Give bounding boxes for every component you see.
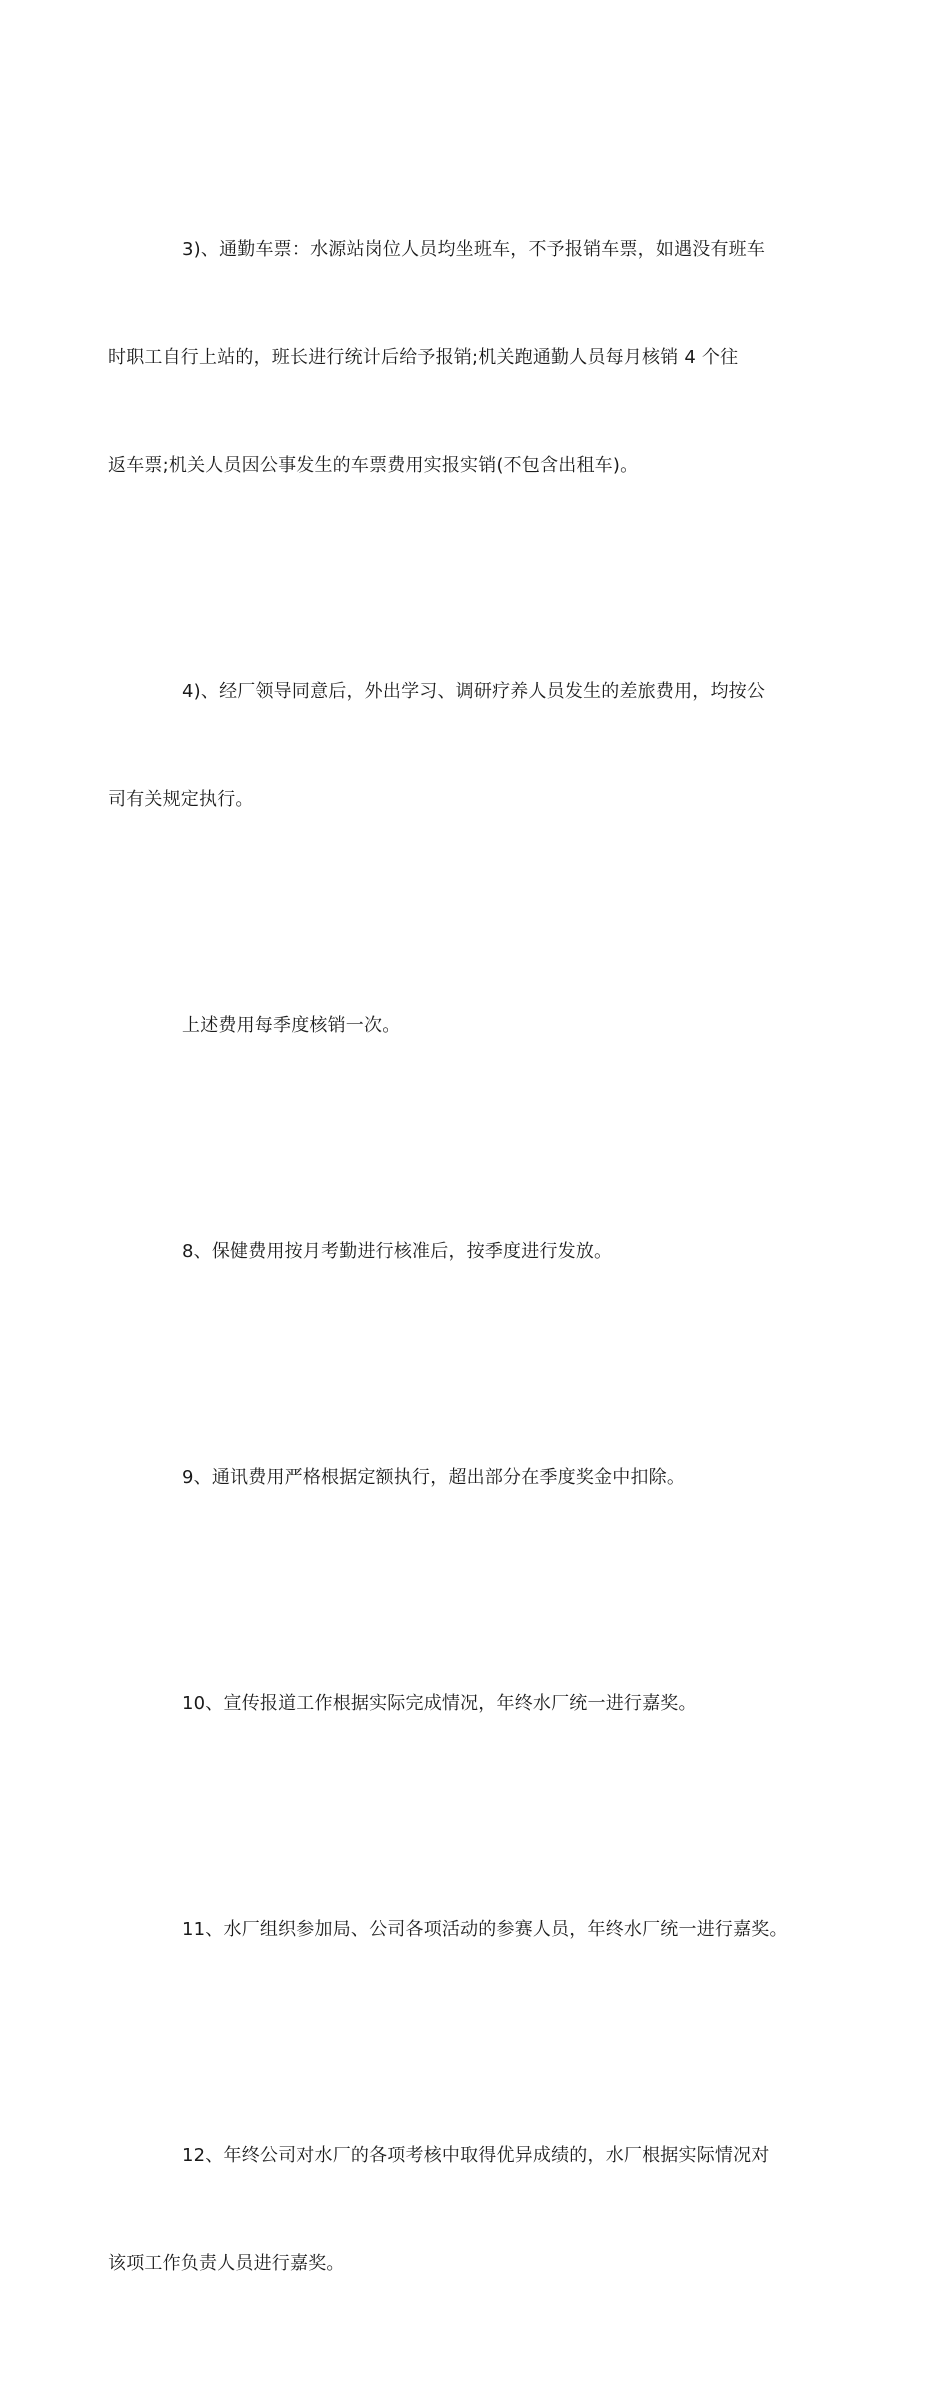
text-line: 4)、经厂领导同意后，外出学习、调研疗养人员发生的差旅费用，均按公 (182, 681, 766, 702)
paragraph-competition-award (145, 1840, 810, 2020)
paragraph-communication-expenses (145, 1388, 810, 1568)
paragraph-publicity-award (145, 1614, 810, 1794)
paragraph-health-expenses (145, 1162, 810, 1342)
text-line: 上述费用每季度核销一次。 (182, 1015, 401, 1036)
text-line: 该项工作负责人员进行嘉奖。 (108, 2253, 345, 2274)
text-line: 返车票;机关人员因公事发生的车票费用实报实销(不包含出租车)。 (108, 455, 639, 476)
text-line: 3)、通勤车票：水源站岗位人员均坐班车，不予报销车票，如遇没有班车 (182, 239, 766, 260)
paragraph-assessment-award (108, 2066, 810, 2354)
text-line: 10、宣传报道工作根据实际完成情况，年终水厂统一进行嘉奖。 (182, 1693, 697, 1714)
text-line: 9、通讯费用严格根据定额执行，超出部分在季度奖金中扣除。 (182, 1467, 686, 1488)
text-line: 8、保健费用按月考勤进行核准后，按季度进行发放。 (182, 1241, 613, 1262)
paragraph-quarterly-reimbursement (145, 936, 810, 1116)
document-body (108, 160, 810, 2400)
text-line: 时职工自行上站的，班长进行统计后给予报销;机关跑通勤人员每月核销 4 个往 (108, 347, 739, 368)
text-line: 11、水厂组织参加局、公司各项活动的参赛人员，年终水厂统一进行嘉奖。 (182, 1919, 788, 1940)
paragraph-commute-tickets (108, 160, 810, 556)
paragraph-travel-expenses (108, 602, 810, 890)
text-line: 12、年终公司对水厂的各项考核中取得优异成绩的，水厂根据实际情况对 (182, 2145, 770, 2166)
text-line: 司有关规定执行。 (108, 789, 254, 810)
